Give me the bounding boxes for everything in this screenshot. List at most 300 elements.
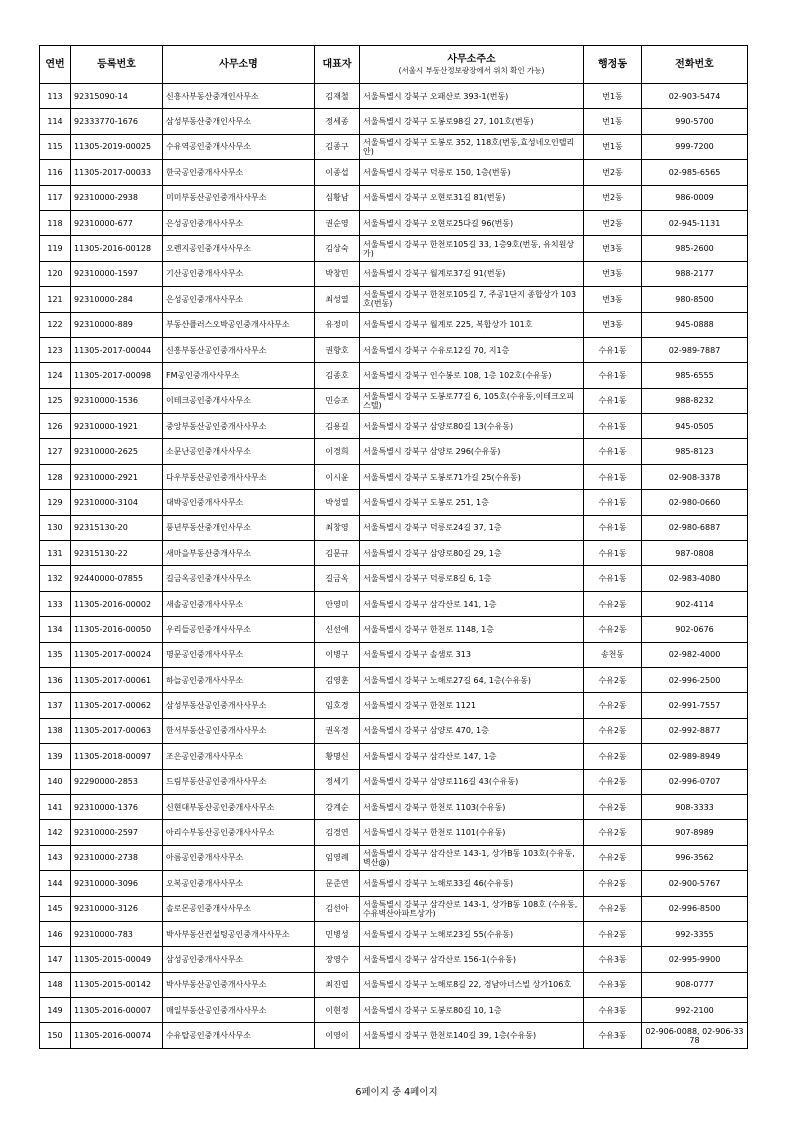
cell-office-name: 풍년부동산중개인사무소 [163, 515, 315, 540]
cell-address: 서울특별시 강북구 노해로8길 22, 경남아너스빌 상가106호 [360, 972, 584, 997]
cell-address: 서울특별시 강북구 한천로 1101(수유동) [360, 820, 584, 845]
cell-representative: 김종호 [315, 363, 360, 388]
cell-office-name: 솔로몬공인중개사사무소 [163, 896, 315, 921]
cell-reg-number: 11305-2017-00044 [71, 337, 163, 362]
cell-office-name: 은성공인중개사사무소 [163, 287, 315, 312]
cell-no: 130 [40, 515, 71, 540]
cell-reg-number: 11305-2017-00098 [71, 363, 163, 388]
cell-office-name: 한국공인중개사사무소 [163, 160, 315, 185]
cell-reg-number: 92310000-1376 [71, 794, 163, 819]
table-row [40, 134, 748, 159]
cell-office-name: 새마을부동산중개사무소 [163, 541, 315, 566]
cell-phone: 02-989-8949 [642, 744, 748, 769]
cell-no: 132 [40, 566, 71, 591]
cell-address: 서울특별시 강북구 삼각산로 143-1, 상가B동 103호(수유동,벽산@) [360, 845, 584, 870]
cell-reg-number: 11305-2016-00002 [71, 591, 163, 616]
cell-dong: 수유1동 [584, 541, 642, 566]
table-row [40, 541, 748, 566]
cell-dong: 번1동 [584, 134, 642, 159]
cell-phone: 02-989-7887 [642, 337, 748, 362]
cell-reg-number: 11305-2015-00049 [71, 947, 163, 972]
page-footer: 6페이지 중 4페이지 [355, 1087, 438, 1098]
cell-reg-number: 92310000-2597 [71, 820, 163, 845]
cell-reg-number: 92440000-07855 [71, 566, 163, 591]
cell-office-name: 박사부동산컨설팅공인중개사사무소 [163, 921, 315, 946]
table-row [40, 160, 748, 185]
cell-address: 서울특별시 강북구 도봉로71가길 25(수유동) [360, 464, 584, 489]
cell-reg-number: 92310000-2625 [71, 439, 163, 464]
table-row [40, 363, 748, 388]
cell-phone: 988-8232 [642, 388, 748, 413]
cell-office-name: 오복공인중개사사무소 [163, 871, 315, 896]
cell-office-name: 중앙부동산공인중개사사무소 [163, 414, 315, 439]
cell-representative: 김경연 [315, 820, 360, 845]
header-reg-number: 등록번호 [71, 46, 163, 84]
cell-no: 121 [40, 287, 71, 312]
cell-phone: 996-3562 [642, 845, 748, 870]
cell-dong: 수유2동 [584, 617, 642, 642]
cell-dong: 송천동 [584, 642, 642, 667]
cell-no: 125 [40, 388, 71, 413]
cell-office-name: 오렌지공인중개사사무소 [163, 236, 315, 261]
cell-address: 서울특별시 강북구 삼양로 296(수유동) [360, 439, 584, 464]
cell-no: 144 [40, 871, 71, 896]
cell-dong: 수유2동 [584, 896, 642, 921]
cell-office-name: 명문공인중개사사무소 [163, 642, 315, 667]
cell-dong: 번3동 [584, 312, 642, 337]
table-row [40, 769, 748, 794]
cell-no: 115 [40, 134, 71, 159]
cell-no: 147 [40, 947, 71, 972]
cell-representative: 권옥경 [315, 718, 360, 743]
cell-office-name: 수유역공인중개사사무소 [163, 134, 315, 159]
cell-representative: 임영례 [315, 845, 360, 870]
cell-representative: 김재철 [315, 84, 360, 109]
table-row [40, 896, 748, 921]
table-row [40, 464, 748, 489]
table-row [40, 972, 748, 997]
cell-no: 135 [40, 642, 71, 667]
cell-reg-number: 11305-2015-00142 [71, 972, 163, 997]
cell-representative: 길금옥 [315, 566, 360, 591]
cell-representative: 권향호 [315, 337, 360, 362]
cell-dong: 번2동 [584, 160, 642, 185]
cell-dong: 수유2동 [584, 591, 642, 616]
cell-address: 서울특별시 강북구 도봉로 352, 118호(번동,효성네오인텔리안) [360, 134, 584, 159]
cell-office-name: 이테크공인중개사사무소 [163, 388, 315, 413]
cell-dong: 수유1동 [584, 439, 642, 464]
cell-reg-number: 92310000-2938 [71, 185, 163, 210]
cell-no: 119 [40, 236, 71, 261]
cell-representative: 강계순 [315, 794, 360, 819]
cell-office-name: 신흥부동산공인중개사사무소 [163, 337, 315, 362]
cell-office-name: 삼성부동산중개인사무소 [163, 109, 315, 134]
cell-address: 서울특별시 강북구 노해로23길 55(수유동) [360, 921, 584, 946]
table-row [40, 947, 748, 972]
table-row [40, 693, 748, 718]
table-row [40, 642, 748, 667]
cell-address: 서울특별시 강북구 도봉로80길 10, 1층 [360, 998, 584, 1023]
cell-dong: 수유1동 [584, 337, 642, 362]
cell-representative: 정세기 [315, 769, 360, 794]
cell-address: 서울특별시 강북구 오현로31길 81(번동) [360, 185, 584, 210]
cell-phone: 02-900-5767 [642, 871, 748, 896]
cell-office-name: 은성공인중개사사무소 [163, 210, 315, 235]
cell-representative: 김문규 [315, 541, 360, 566]
cell-representative: 최성열 [315, 287, 360, 312]
cell-address: 서울특별시 강북구 한천로105길 33, 1층9호(번동, 유치원상가) [360, 236, 584, 261]
table-row [40, 261, 748, 286]
cell-address: 서울특별시 강북구 도봉로 251, 1층 [360, 490, 584, 515]
cell-address: 서울특별시 강북구 월계로37길 91(번동) [360, 261, 584, 286]
cell-representative: 이병구 [315, 642, 360, 667]
cell-reg-number: 11305-2016-00074 [71, 1023, 163, 1048]
cell-representative: 이영이 [315, 1023, 360, 1048]
cell-dong: 수유2동 [584, 794, 642, 819]
cell-no: 117 [40, 185, 71, 210]
table-row [40, 287, 748, 312]
cell-dong: 수유1동 [584, 388, 642, 413]
cell-phone: 945-0888 [642, 312, 748, 337]
cell-phone: 990-5700 [642, 109, 748, 134]
cell-no: 150 [40, 1023, 71, 1048]
cell-address: 서울특별시 강북구 덕릉로8길 6, 1층 [360, 566, 584, 591]
cell-no: 127 [40, 439, 71, 464]
cell-reg-number: 11305-2016-00128 [71, 236, 163, 261]
cell-phone: 02-906-0088, 02-906-3378 [642, 1023, 748, 1048]
cell-address: 서울특별시 강북구 삼각산로 143-1, 상가B동 108호 (수유동,수유벽산아파트상가) [360, 896, 584, 921]
cell-no: 126 [40, 414, 71, 439]
cell-office-name: 조은공인중개사사무소 [163, 744, 315, 769]
cell-dong: 수유2동 [584, 871, 642, 896]
cell-phone: 945-0505 [642, 414, 748, 439]
cell-phone: 02-983-4080 [642, 566, 748, 591]
cell-reg-number: 11305-2017-00024 [71, 642, 163, 667]
table-row [40, 921, 748, 946]
cell-reg-number: 11305-2017-00061 [71, 667, 163, 692]
cell-no: 118 [40, 210, 71, 235]
cell-phone: 992-3355 [642, 921, 748, 946]
cell-reg-number: 11305-2016-00007 [71, 998, 163, 1023]
cell-phone: 985-8123 [642, 439, 748, 464]
cell-address: 서울특별시 강북구 월계로 225, 복합상가 101호 [360, 312, 584, 337]
table-row [40, 845, 748, 870]
cell-representative: 최창영 [315, 515, 360, 540]
cell-dong: 수유2동 [584, 820, 642, 845]
cell-representative: 정세종 [315, 109, 360, 134]
cell-representative: 김영훈 [315, 667, 360, 692]
table-row [40, 591, 748, 616]
cell-phone: 902-4114 [642, 591, 748, 616]
cell-address: 서울특별시 강북구 삼각산로 147, 1층 [360, 744, 584, 769]
cell-phone: 02-995-9900 [642, 947, 748, 972]
cell-phone: 985-6555 [642, 363, 748, 388]
cell-office-name: 다우부동산공인중개사사무소 [163, 464, 315, 489]
cell-phone: 985-2600 [642, 236, 748, 261]
header-row [40, 46, 748, 84]
cell-phone: 02-996-8500 [642, 896, 748, 921]
table-row [40, 388, 748, 413]
cell-phone: 908-3333 [642, 794, 748, 819]
cell-address: 서울특별시 강북구 삼양로80길 29, 1층 [360, 541, 584, 566]
cell-phone: 02-982-4000 [642, 642, 748, 667]
cell-reg-number: 92315130-22 [71, 541, 163, 566]
cell-representative: 유정미 [315, 312, 360, 337]
cell-dong: 번3동 [584, 236, 642, 261]
cell-representative: 김선아 [315, 896, 360, 921]
cell-representative: 김용길 [315, 414, 360, 439]
cell-address: 서울특별시 강북구 한천로105길 7, 주공1단지 종합상가 103호(번동) [360, 287, 584, 312]
cell-office-name: 부동산플러스오박공인중개사사무소 [163, 312, 315, 337]
cell-representative: 김종구 [315, 134, 360, 159]
header-no: 연번 [40, 46, 71, 84]
cell-address: 서울특별시 강북구 한천로140길 39, 1층(수유동) [360, 1023, 584, 1048]
cell-phone: 02-980-6887 [642, 515, 748, 540]
header-dong: 행정동 [584, 46, 642, 84]
cell-address: 서울특별시 강북구 덕릉로24길 37, 1층 [360, 515, 584, 540]
table-row [40, 718, 748, 743]
cell-no: 148 [40, 972, 71, 997]
cell-reg-number: 11305-2017-00033 [71, 160, 163, 185]
cell-address: 서울특별시 강북구 삼양로116길 43(수유동) [360, 769, 584, 794]
cell-reg-number: 92310000-2738 [71, 845, 163, 870]
cell-reg-number: 11305-2018-00097 [71, 744, 163, 769]
cell-address: 서울특별시 강북구 삼각산로 156-1(수유동) [360, 947, 584, 972]
cell-reg-number: 92310000-783 [71, 921, 163, 946]
table-row [40, 820, 748, 845]
cell-no: 122 [40, 312, 71, 337]
cell-representative: 김상숙 [315, 236, 360, 261]
cell-office-name: 아리수부동산공인중개사사무소 [163, 820, 315, 845]
table-row [40, 667, 748, 692]
cell-representative: 임호경 [315, 693, 360, 718]
cell-dong: 수유2동 [584, 718, 642, 743]
cell-office-name: 신흥사부동산중개인사무소 [163, 84, 315, 109]
cell-phone: 02-996-0707 [642, 769, 748, 794]
cell-office-name: 대박공인중개사사무소 [163, 490, 315, 515]
table-row [40, 1023, 748, 1048]
table-body [40, 84, 748, 1049]
cell-no: 143 [40, 845, 71, 870]
header-address [360, 46, 584, 84]
cell-office-name: 길금옥공인중개사사무소 [163, 566, 315, 591]
cell-address: 서울특별시 강북구 도봉로98길 27, 101호(번동) [360, 109, 584, 134]
cell-address: 서울특별시 강북구 삼양로 470, 1층 [360, 718, 584, 743]
cell-representative: 이경희 [315, 439, 360, 464]
cell-reg-number: 11305-2017-00063 [71, 718, 163, 743]
cell-dong: 수유1동 [584, 490, 642, 515]
cell-reg-number: 92315090-14 [71, 84, 163, 109]
cell-address: 서울특별시 강북구 한천로 1148, 1층 [360, 617, 584, 642]
cell-phone: 02-992-8877 [642, 718, 748, 743]
cell-representative: 권순영 [315, 210, 360, 235]
cell-representative: 문준연 [315, 871, 360, 896]
cell-no: 120 [40, 261, 71, 286]
cell-no: 133 [40, 591, 71, 616]
cell-no: 137 [40, 693, 71, 718]
table-row [40, 566, 748, 591]
cell-representative: 박창민 [315, 261, 360, 286]
table-row [40, 236, 748, 261]
cell-office-name: 새솔공인중개사사무소 [163, 591, 315, 616]
header-address-title: 사무소주소 [447, 53, 496, 65]
cell-no: 124 [40, 363, 71, 388]
cell-dong: 수유2동 [584, 744, 642, 769]
cell-address: 서울특별시 강북구 인수봉로 108, 1층 102호(수유동) [360, 363, 584, 388]
cell-dong: 수유3동 [584, 972, 642, 997]
cell-no: 140 [40, 769, 71, 794]
cell-phone: 980-8500 [642, 287, 748, 312]
cell-phone: 02-991-7557 [642, 693, 748, 718]
cell-no: 141 [40, 794, 71, 819]
cell-office-name: 매일부동산공인중개사사무소 [163, 998, 315, 1023]
table-row [40, 998, 748, 1023]
table-row [40, 84, 748, 109]
table-row [40, 490, 748, 515]
office-table [39, 45, 748, 1049]
cell-address: 서울특별시 강북구 삼양로80길 13(수유동) [360, 414, 584, 439]
cell-reg-number: 92310000-3104 [71, 490, 163, 515]
table-row [40, 109, 748, 134]
cell-dong: 수유2동 [584, 845, 642, 870]
header-representative: 대표자 [315, 46, 360, 84]
cell-dong: 수유1동 [584, 363, 642, 388]
cell-phone: 902-0676 [642, 617, 748, 642]
cell-phone: 02-945-1131 [642, 210, 748, 235]
cell-office-name: FM공인중개사사무소 [163, 363, 315, 388]
cell-office-name: 수유탑공인중개사사무소 [163, 1023, 315, 1048]
cell-no: 142 [40, 820, 71, 845]
cell-representative: 이시윤 [315, 464, 360, 489]
cell-representative: 최진엽 [315, 972, 360, 997]
cell-office-name: 우리들공인중개사사무소 [163, 617, 315, 642]
cell-reg-number: 92310000-1597 [71, 261, 163, 286]
cell-reg-number: 11305-2017-00062 [71, 693, 163, 718]
cell-dong: 번1동 [584, 109, 642, 134]
cell-dong: 수유3동 [584, 1023, 642, 1048]
cell-office-name: 신현대부동산공인중개사사무소 [163, 794, 315, 819]
cell-reg-number: 92333770-1676 [71, 109, 163, 134]
cell-address: 서울특별시 강북구 노해로33길 46(수유동) [360, 871, 584, 896]
cell-reg-number: 11305-2019-00025 [71, 134, 163, 159]
header-office-name: 사무소명 [163, 46, 315, 84]
cell-reg-number: 92310000-284 [71, 287, 163, 312]
cell-representative: 안영미 [315, 591, 360, 616]
cell-dong: 수유2동 [584, 769, 642, 794]
cell-no: 139 [40, 744, 71, 769]
cell-dong: 수유2동 [584, 667, 642, 692]
cell-office-name: 박사부동산공인중개사사무소 [163, 972, 315, 997]
cell-dong: 번2동 [584, 185, 642, 210]
cell-dong: 번2동 [584, 210, 642, 235]
cell-phone: 908-0777 [642, 972, 748, 997]
cell-address: 서울특별시 강북구 도봉로77길 6, 105호(수유동,이테크오피스텔) [360, 388, 584, 413]
cell-reg-number: 92290000-2853 [71, 769, 163, 794]
header-phone: 전화번호 [642, 46, 748, 84]
cell-representative: 장영수 [315, 947, 360, 972]
cell-office-name: 미미부동산공인중개사사무소 [163, 185, 315, 210]
cell-dong: 수유2동 [584, 921, 642, 946]
cell-address: 서울특별시 강북구 한천로 1121 [360, 693, 584, 718]
cell-dong: 수유1동 [584, 414, 642, 439]
cell-dong: 번3동 [584, 261, 642, 286]
cell-reg-number: 92310000-3096 [71, 871, 163, 896]
cell-office-name: 아름공인중개사사무소 [163, 845, 315, 870]
cell-reg-number: 92310000-3126 [71, 896, 163, 921]
cell-phone: 992-2100 [642, 998, 748, 1023]
table-row [40, 439, 748, 464]
cell-reg-number: 92310000-889 [71, 312, 163, 337]
cell-no: 113 [40, 84, 71, 109]
cell-dong: 번1동 [584, 84, 642, 109]
cell-office-name: 삼성부동산공인중개사사무소 [163, 693, 315, 718]
cell-representative: 심황남 [315, 185, 360, 210]
cell-phone: 999-7200 [642, 134, 748, 159]
cell-no: 134 [40, 617, 71, 642]
cell-office-name: 소문난공인중개사사무소 [163, 439, 315, 464]
cell-address: 서울특별시 강북구 오현로25다길 96(번동) [360, 210, 584, 235]
cell-office-name: 한서부동산공인중개사사무소 [163, 718, 315, 743]
table-row [40, 414, 748, 439]
cell-representative: 황명신 [315, 744, 360, 769]
cell-dong: 수유3동 [584, 947, 642, 972]
cell-phone: 02-985-6565 [642, 160, 748, 185]
cell-reg-number: 92310000-2921 [71, 464, 163, 489]
cell-phone: 02-980-0660 [642, 490, 748, 515]
cell-no: 131 [40, 541, 71, 566]
cell-address: 서울특별시 강북구 솔샘로 313 [360, 642, 584, 667]
table-row [40, 185, 748, 210]
cell-dong: 번3동 [584, 287, 642, 312]
cell-phone: 986-0009 [642, 185, 748, 210]
cell-no: 149 [40, 998, 71, 1023]
cell-phone: 02-908-3378 [642, 464, 748, 489]
cell-dong: 수유1동 [584, 515, 642, 540]
cell-no: 145 [40, 896, 71, 921]
cell-address: 서울특별시 강북구 덕릉로 150, 1층(번동) [360, 160, 584, 185]
cell-phone: 987-0808 [642, 541, 748, 566]
cell-address: 서울특별시 강북구 노해로27길 64, 1층(수유동) [360, 667, 584, 692]
cell-phone: 988-2177 [642, 261, 748, 286]
cell-representative: 이종섭 [315, 160, 360, 185]
cell-address: 서울특별시 강북구 오패산로 393-1(번동) [360, 84, 584, 109]
cell-representative: 민승조 [315, 388, 360, 413]
cell-representative: 신선애 [315, 617, 360, 642]
cell-phone: 02-903-5474 [642, 84, 748, 109]
cell-reg-number: 11305-2016-00050 [71, 617, 163, 642]
cell-no: 146 [40, 921, 71, 946]
cell-no: 128 [40, 464, 71, 489]
cell-dong: 수유3동 [584, 998, 642, 1023]
cell-reg-number: 92310000-1921 [71, 414, 163, 439]
cell-no: 129 [40, 490, 71, 515]
cell-no: 138 [40, 718, 71, 743]
table-row [40, 515, 748, 540]
cell-representative: 이현정 [315, 998, 360, 1023]
cell-no: 136 [40, 667, 71, 692]
cell-dong: 수유1동 [584, 566, 642, 591]
cell-dong: 수유1동 [584, 464, 642, 489]
cell-no: 123 [40, 337, 71, 362]
table-row [40, 871, 748, 896]
cell-phone: 907-8989 [642, 820, 748, 845]
table-row [40, 337, 748, 362]
table-row [40, 794, 748, 819]
cell-reg-number: 92310000-677 [71, 210, 163, 235]
cell-reg-number: 92310000-1536 [71, 388, 163, 413]
cell-office-name: 기산공인중개사사무소 [163, 261, 315, 286]
cell-no: 114 [40, 109, 71, 134]
